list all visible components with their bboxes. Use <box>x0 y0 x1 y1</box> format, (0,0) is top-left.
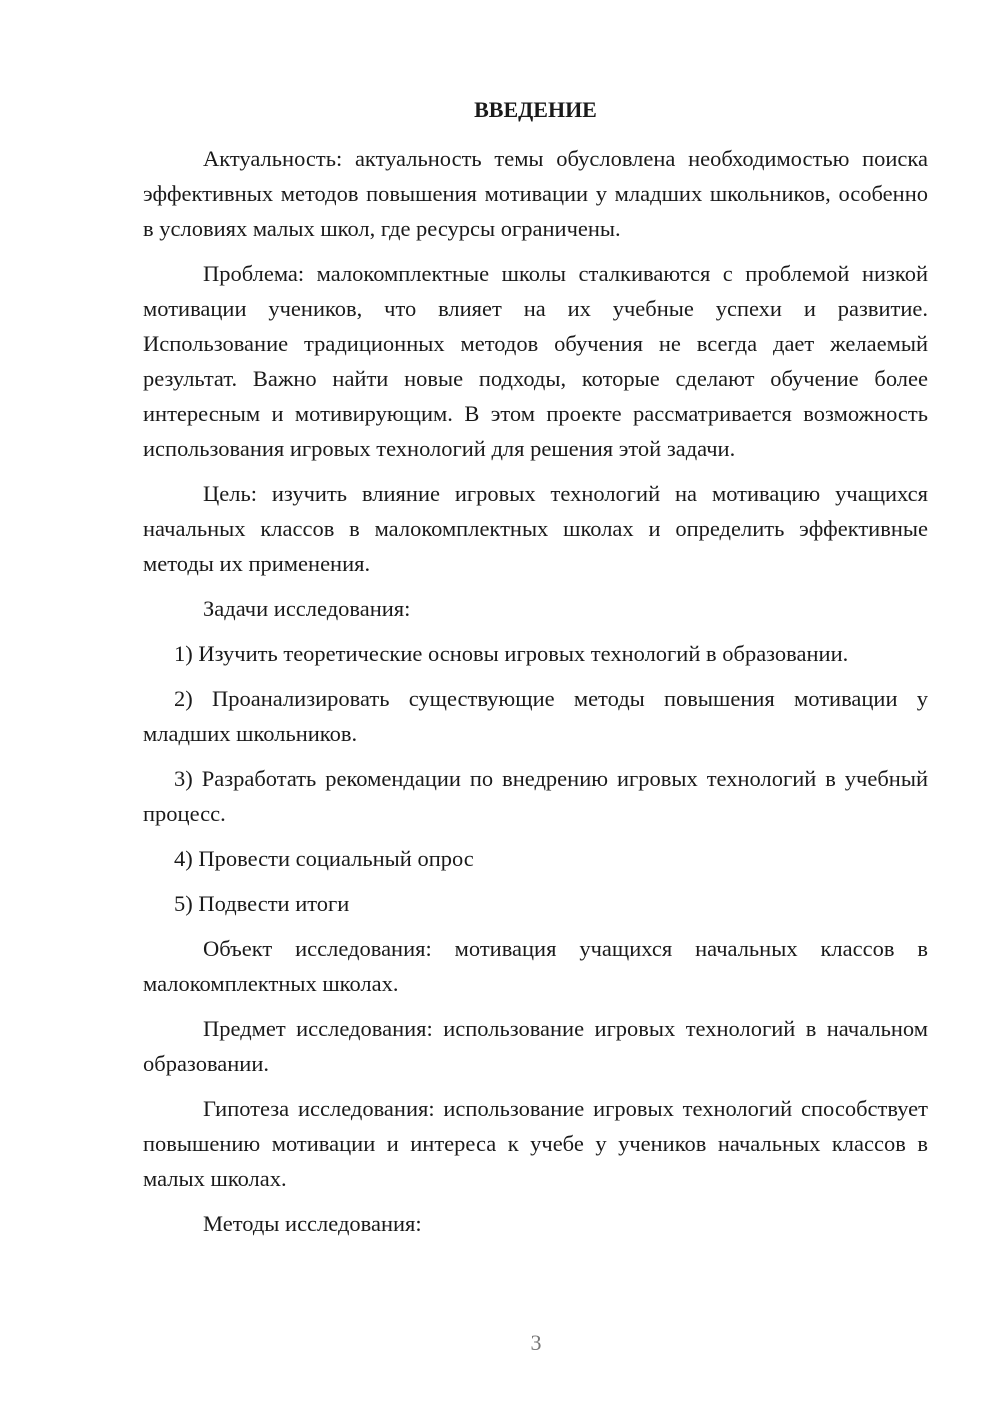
task-item-5: 5) Подвести итоги <box>174 891 350 916</box>
paragraph-relevance: Актуальность: актуальность темы обусловлена необходимостью поиска эффективных методов повышения мотивации у младших школьников, особенно в условиях малых школ, где ресурсы ограничены. <box>143 146 928 241</box>
section-title: ВВЕДЕНИЕ <box>474 97 597 122</box>
page-content <box>143 92 928 1251</box>
paragraph-subject: Предмет исследования: использование игровых технологий в начальном образовании. <box>143 1016 928 1076</box>
paragraph-goal: Цель: изучить влияние игровых технологий на мотивацию учащихся начальных классов в малокомплектных школах и определить эффективные методы их применения. <box>143 481 928 576</box>
task-item-2: 2) Проанализировать существующие методы повышения мотивации у младших школьников. <box>143 686 928 746</box>
task-item-4: 4) Провести социальный опрос <box>174 846 474 871</box>
page-number: 3 <box>530 1330 542 1355</box>
task-item-1: 1) Изучить теоретические основы игровых технологий в образовании. <box>174 641 849 666</box>
methods-heading: Методы исследования: <box>203 1211 422 1236</box>
task-item-3: 3) Разработать рекомендации по внедрению игровых технологий в учебный процесс. <box>143 766 928 826</box>
paragraph-hypothesis: Гипотеза исследования: использование игровых технологий способствует повышению мотивации и интереса к учебе у учеников начальных классов в малых школах. <box>143 1096 928 1191</box>
tasks-heading: Задачи исследования: <box>203 596 411 621</box>
paragraph-problem: Проблема: малокомплектные школы сталкиваются с проблемой низкой мотивации учеников, что влияет на их учебные успехи и развитие. Использование традиционных методов обучения не всегда дает желаемый результат. Важно найти новые подходы, которые сделают обучение более интересным и мотивирующим. В этом проекте рассматривается возможность использования игровых технологий для решения этой задачи. <box>143 261 928 461</box>
paragraph-object: Объект исследования: мотивация учащихся начальных классов в малокомплектных школах. <box>143 936 928 996</box>
